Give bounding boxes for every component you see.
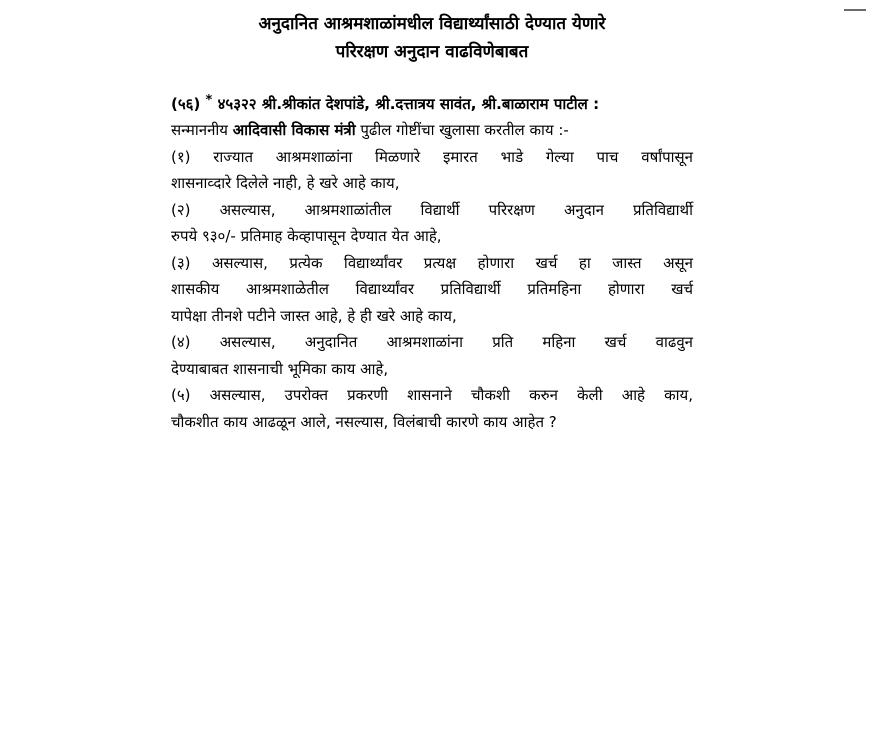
document-body — [171, 10, 693, 435]
item-1-line-1: (१) राज्यात आश्रमशाळांना मिळणारे इमारत भाडे गेल्या पाच वर्षांपासून — [171, 147, 693, 166]
question-header — [171, 88, 693, 117]
intro-prefix: सन्माननीय — [171, 121, 229, 139]
item-3-line-1: (३) असल्यास, प्रत्येक विद्यार्थ्यांवर प्रत्यक्ष होणारा खर्च हा जास्त असून — [171, 253, 693, 272]
question-id-and-members: ४५३२२ श्री.श्रीकांत देशपांडे, श्री.दत्तात्रय सावंत, श्री.बाळाराम पाटील : — [217, 95, 600, 113]
item-5-line-1: (५) असल्यास, उपरोक्त प्रकरणी शासनाने चौकशी करुन केली आहे काय, — [171, 386, 693, 404]
starred-mark: * — [205, 93, 213, 108]
item-1-line-2: शासनाव्दारे दिलेले नाही, हे खरे आहे काय, — [171, 174, 400, 192]
intro-suffix: पुढील गोष्टींचा खुलासा करतील काय :- — [360, 121, 569, 139]
item-4-line-1: (४) असल्यास, अनुदानित आश्रमशाळांना प्रति महिना खर्च वाढवुन — [171, 333, 693, 351]
item-3-line-2: शासकीय आश्रमशाळेतील विद्यार्थ्यांवर प्रतिविद्यार्थी प्रतिमहिना होणारा खर्च — [171, 280, 693, 298]
title-line-1: अनुदानित आश्रमशाळांमधील विद्यार्थ्यांसाठी देण्यात येणारे — [258, 14, 606, 34]
window-edge-dash — [844, 9, 866, 11]
item-4-line-2: देण्याबाबत शासनाची भूमिका काय आहे, — [171, 359, 389, 378]
item-3-line-3: यापेक्षा तीनशे पटीने जास्त आहे, हे ही खरे आहे काय, — [171, 306, 457, 325]
intro-line — [171, 117, 693, 144]
title-line-2: परिरक्षण अनुदान वाढविणेबाबत — [335, 42, 529, 62]
item-2-line-2: रुपये ९३०/- प्रतिमाह केव्हापासून देण्यात येत आहे, — [171, 227, 442, 245]
item-5-line-2: चौकशीत काय आढळून आले, नसल्यास, विलंबाची कारणे काय आहेत ? — [171, 412, 557, 431]
item-2-line-1: (२) असल्यास, आश्रमशाळांतील विद्यार्थी परिरक्षण अनुदान प्रतिविद्यार्थी — [171, 200, 693, 219]
minister-name: आदिवासी विकास मंत्री — [232, 121, 356, 139]
question-number: (५६) — [171, 95, 201, 113]
